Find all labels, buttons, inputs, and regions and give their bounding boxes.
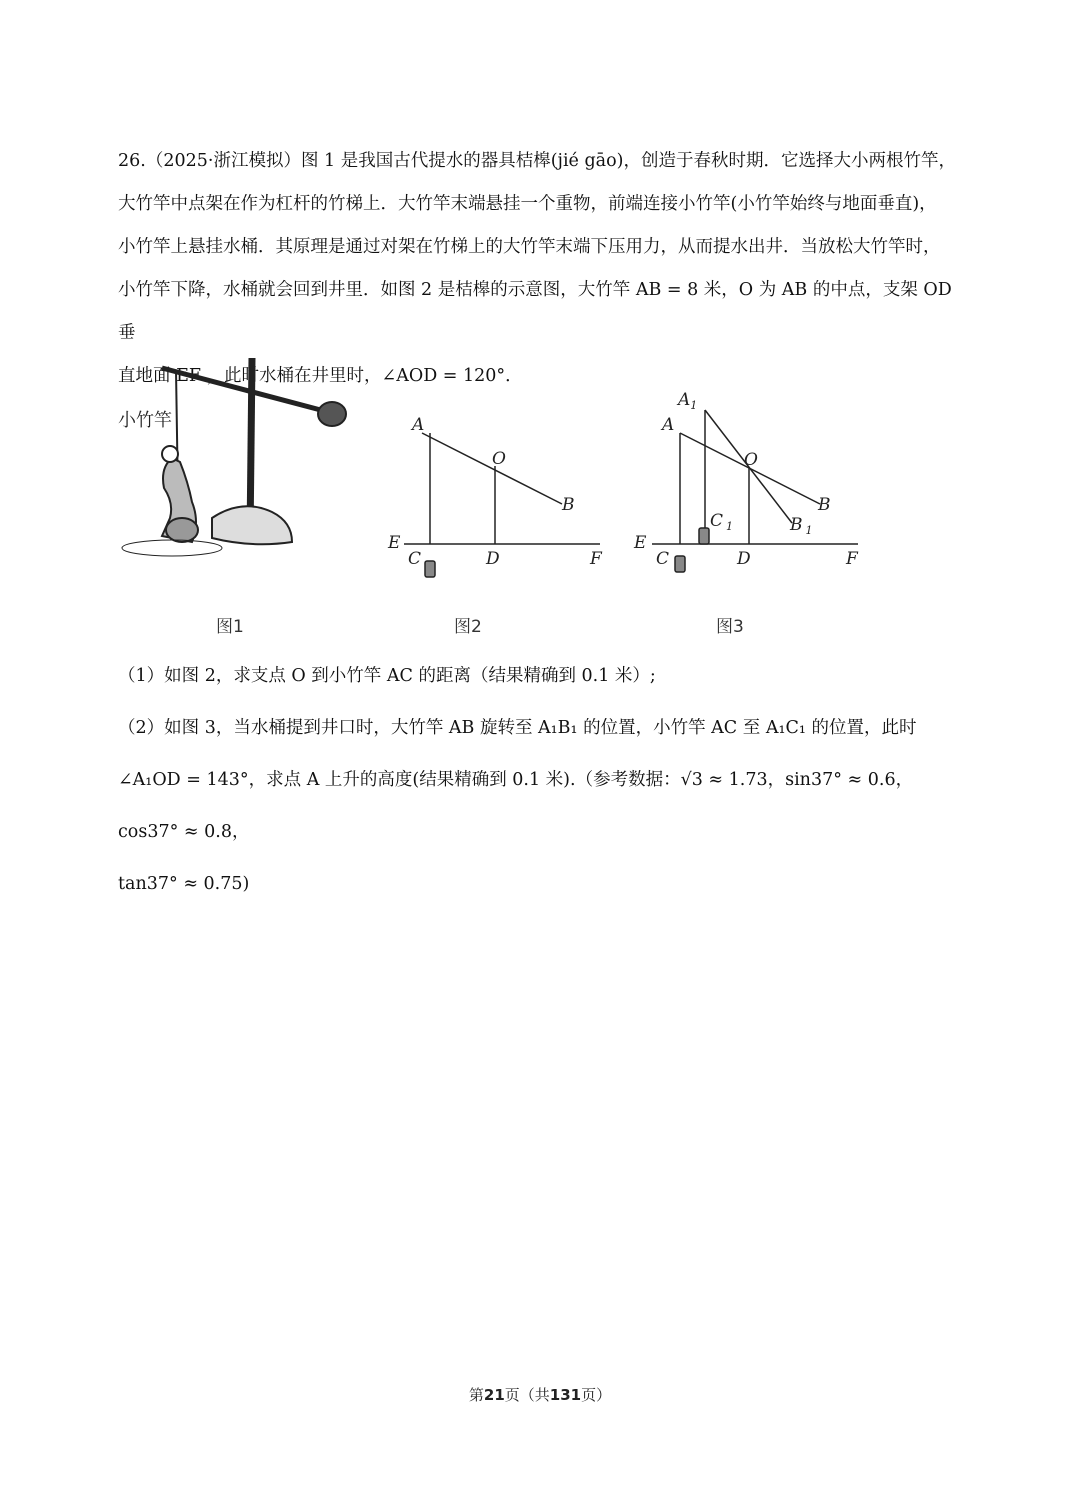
problem-text-line: 大竹竿中点架在作为杠杆的竹梯上．大竹竿末端悬挂一个重物，前端连接小竹竿(小竹竿始终与地面垂直)， bbox=[118, 194, 937, 214]
water-ripple bbox=[122, 540, 222, 556]
rocks bbox=[212, 506, 292, 544]
footer-prefix: 第 bbox=[468, 1386, 484, 1404]
problem-text-line: 小竹竿下降，水桶就会回到井里．如图 2 是桔槔的示意图，大竹竿 AB = 8 米，O 为 AB 的中点，支架 OD 垂 bbox=[118, 280, 952, 343]
bucket-3-raised bbox=[699, 528, 709, 544]
total-pages: 131 bbox=[549, 1386, 582, 1404]
point-C1: C $_1$ bbox=[710, 511, 734, 533]
point-B1: B $_1$ bbox=[790, 515, 813, 537]
figure-1-caption: 图1 bbox=[216, 617, 244, 637]
point-A-3: A bbox=[662, 415, 675, 435]
counterweight bbox=[318, 402, 346, 426]
point-A1: $A_1$ bbox=[678, 390, 698, 412]
problem-line-1 bbox=[118, 140, 968, 183]
point-F: F bbox=[590, 549, 602, 569]
problem-number: 26. bbox=[118, 151, 146, 171]
figures-svg bbox=[112, 358, 972, 608]
big-pole bbox=[162, 368, 332, 413]
point-C: C bbox=[408, 549, 422, 569]
problem-text-line: 小竹竿上悬挂水桶．其原理是通过对架在竹梯上的大竹竿末端下压用力，从而提水出井．当放松大竹竿时， bbox=[118, 237, 941, 257]
point-O-3: O bbox=[744, 450, 758, 470]
person-head bbox=[162, 446, 178, 462]
point-C-3: C bbox=[656, 549, 670, 569]
question-2-line-1: （2）如图 3，当水桶提到井口时，大竹竿 AB 旋转至 A₁B₁ 的位置，小竹竿 AC 至 A₁C₁ 的位置，此时 bbox=[118, 718, 917, 738]
point-F-3: F bbox=[846, 549, 858, 569]
page-footer bbox=[0, 1384, 1080, 1405]
bucket-2 bbox=[425, 561, 435, 577]
figure-2-caption: 图2 bbox=[454, 617, 482, 637]
point-O: O bbox=[492, 449, 506, 469]
point-D-3: D bbox=[737, 549, 751, 569]
point-D: D bbox=[486, 549, 500, 569]
point-E: E bbox=[388, 533, 401, 553]
footer-suffix: 页） bbox=[581, 1386, 612, 1404]
point-E-3: E bbox=[634, 533, 647, 553]
figures-area bbox=[112, 358, 972, 648]
question-1: （1）如图 2，求支点 O 到小竹竿 AC 的距离（结果精确到 0.1 米）; bbox=[118, 666, 656, 686]
page-number: 21 bbox=[483, 1386, 505, 1404]
problem-source: （2025·浙江模拟） bbox=[145, 151, 301, 171]
footer-mid: 页（共 bbox=[504, 1386, 550, 1404]
point-B: B bbox=[562, 495, 575, 515]
problem-text-line: 图 1 是我国古代提水的器具桔槔(jié gāo)，创造于春秋时期．它选择大小两根竹竿， bbox=[300, 151, 956, 171]
figure-1-illustration bbox=[122, 358, 346, 556]
problem-text-line: 直地面 EF ，此时水桶在井里时，∠AOD = 120°． bbox=[118, 366, 523, 386]
question-2-line-3: tan37° ≈ 0.75) bbox=[118, 874, 250, 894]
figure-3-labels bbox=[633, 390, 859, 569]
bucket bbox=[166, 518, 198, 542]
questions bbox=[118, 655, 968, 910]
point-B-3: B bbox=[818, 495, 831, 515]
bucket-3 bbox=[675, 556, 685, 572]
point-A: A bbox=[412, 415, 425, 435]
small-pole-label: 小竹竿 bbox=[118, 410, 172, 431]
figure-3-caption: 图3 bbox=[716, 617, 744, 637]
question-2-line-2: ∠A₁OD = 143°，求点 A 上升的高度(结果精确到 0.1 米).（参考数据：√3 ≈ 1.73，sin37° ≈ 0.6，cos37° ≈ 0.8， bbox=[118, 770, 914, 842]
figure-3-diagram bbox=[652, 410, 858, 572]
